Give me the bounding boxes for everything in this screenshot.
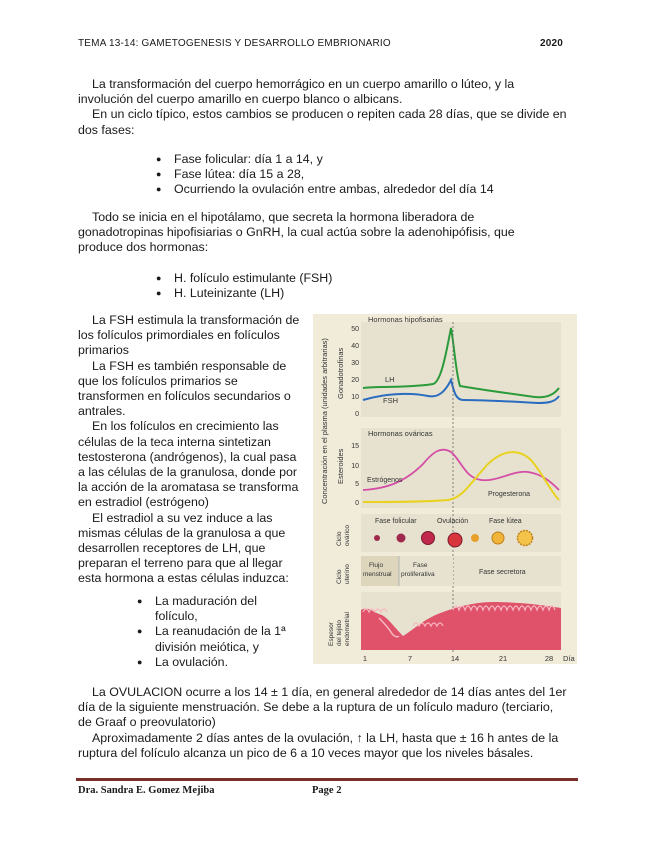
follicle-icon: [422, 532, 435, 545]
tick-label: 10: [351, 394, 359, 401]
side-label-line: Ciclo: [336, 569, 343, 584]
flujo-line: Flujo: [369, 562, 384, 569]
proliferativa-line: Fase: [413, 562, 428, 569]
x-tick-label: 7: [407, 654, 413, 663]
panel4-side-label: [336, 564, 351, 584]
side-label-line: Espesor: [328, 622, 335, 646]
list-item: ● H. Luteinizante (LH): [156, 286, 456, 301]
header-title: TEMA 13-14: GAMETOGENESIS Y DESARROLLO EMBRIONARIO: [78, 38, 391, 49]
lutea-label: Fase lútea: [489, 518, 522, 525]
x-tick-label: 1: [362, 654, 368, 663]
hypothalamus-section: [78, 210, 548, 256]
list-item: ● Fase lútea: día 15 a 28,: [156, 167, 556, 182]
folicular-label: Fase folicular: [375, 518, 417, 525]
intro-paragraph-1: La transformación del cuerpo hemorrágico en un cuerpo amarillo o lúteo, y la involución del cuerpo amarillo en cuerpo blanco o albicans.: [78, 77, 515, 107]
side-label-line: endometrial: [344, 612, 351, 646]
tick-label: 10: [351, 463, 359, 470]
estrogen-label: Estrógenos: [367, 477, 403, 484]
lh-label: LH: [385, 375, 395, 384]
list-item: ● Fase folicular: día 1 a 14, y: [156, 152, 556, 167]
panel1-ylabel: Gonadotrofinas: [336, 347, 345, 399]
y-axis-title: Concentración en el plasma (unidades arbitrarias): [320, 338, 329, 504]
follicle-icon: [374, 535, 380, 541]
x-unit-label: Día: [563, 654, 575, 663]
menstrual-cycle-figure: [313, 314, 577, 664]
follicle-icon: [397, 534, 406, 543]
ruptured-follicle-icon: [448, 533, 462, 547]
footer-page-number: Page 2: [312, 785, 342, 796]
x-tick-label: 28: [544, 654, 554, 663]
tick-label: 40: [351, 343, 359, 350]
tick-label: 50: [351, 326, 359, 333]
ovulation-section: [78, 685, 568, 761]
panel5-side-label: [328, 611, 351, 646]
x-tick-label: 21: [498, 654, 508, 663]
footer-divider: [76, 778, 578, 781]
side-label-line: del tejido: [336, 619, 343, 646]
hormones-list: [156, 271, 456, 301]
side-label-line: uterino: [344, 564, 351, 584]
tick-label: 0: [355, 411, 359, 418]
tick-label: 15: [351, 443, 359, 450]
hypothalamus-paragraph: Todo se inicia en el hipotálamo, que secreta la hormona liberadora de gonadotropinas hipofisiarias o GnRH, la cual actúa sobre la adenohipófisis, que produce dos hormonas:: [78, 210, 515, 255]
ovulation-paragraph-1: La OVULACION ocurre a los 14 ± 1 día, en general alrededor de 14 días antes del 1er día de la siguiente menstruación. Se debe a la ruptura de un folículo maduro (terciario, de Graaf o preovulatorio): [78, 685, 567, 730]
intro-paragraph-2: En un ciclo típico, estos cambios se producen o repiten cada 28 días, que se divide en dos fases:: [78, 107, 567, 137]
proliferativa-line: proliferativa: [401, 571, 435, 578]
footer-author: Dra. Sandra E. Gomez Mejiba: [78, 785, 215, 796]
corpus-luteum-icon: [471, 534, 479, 542]
list-item: ● La reanudación de la 1ª división meiótica, y: [137, 624, 297, 654]
ovulation-paragraph-2: Aproximadamente 2 días antes de la ovulación, ↑ la LH, hasta que ± 16 h antes de la ruptura del folículo alcanza un pico de 6 a 10 veces mayor que los niveles básales.: [78, 730, 559, 760]
cycle-diagram: [313, 314, 577, 664]
panel2-title: Hormonas ováricas: [368, 429, 433, 438]
panel2-ylabel: Esteroides: [336, 448, 345, 484]
progesterone-label: Progesterona: [488, 491, 531, 498]
fsh-paragraph-3: En los folículos en crecimiento las células de la teca interna sintetizan testosterona (andrógenos), la cual pasa a las células de la granulosa, donde por la acción de la aromatasa se transforma en estradiol (estrógeno): [78, 419, 299, 510]
list-item: ● H. folículo estimulante (FSH): [156, 271, 456, 286]
intro-section: [78, 77, 568, 138]
fsh-paragraph-2: La FSH es también responsable de que los folículos primarios se transformen en folículos secundarios o antrales.: [78, 358, 291, 419]
list-item: ● Ocurriendo la ovulación entre ambas, alrededor del día 14: [156, 182, 556, 197]
fsh-label: FSH: [383, 396, 398, 405]
tick-label: 5: [355, 481, 359, 488]
side-label-line: ovárico: [344, 525, 351, 546]
x-tick-label: 14: [450, 654, 460, 663]
list-item: ● La maduración del folículo,: [137, 594, 297, 624]
ovulation-label: Ovulación: [437, 518, 469, 525]
panel3-side-label: [336, 525, 351, 546]
side-label-line: Ciclo: [336, 531, 343, 546]
panel1-title: Hormonas hipofisarias: [368, 315, 443, 324]
phases-list: [156, 152, 556, 198]
panel-steroids: [361, 428, 561, 508]
tick-label: 0: [355, 500, 359, 507]
fsh-section: [78, 313, 304, 587]
corpus-luteum-icon: [492, 532, 504, 544]
flujo-line: menstrual: [363, 571, 392, 578]
header-year: 2020: [539, 38, 563, 49]
secretora-label: Fase secretora: [479, 569, 526, 576]
fsh-paragraph-4: El estradiol a su vez induce a las mismas células de la granulosa a que desarrollen receptores de LH, que preparan el terreno para que al llegar esta hormona a estas células induzca:: [78, 510, 289, 586]
fsh-paragraph-1: La FSH estimula la transformación de los folículos primordiales en folículos primarios: [78, 313, 300, 358]
corpus-luteum-icon: [518, 531, 533, 546]
tick-label: 20: [351, 377, 359, 384]
induces-list: [137, 594, 297, 670]
tick-label: 30: [351, 360, 359, 367]
list-item: ● La ovulación.: [137, 655, 297, 670]
